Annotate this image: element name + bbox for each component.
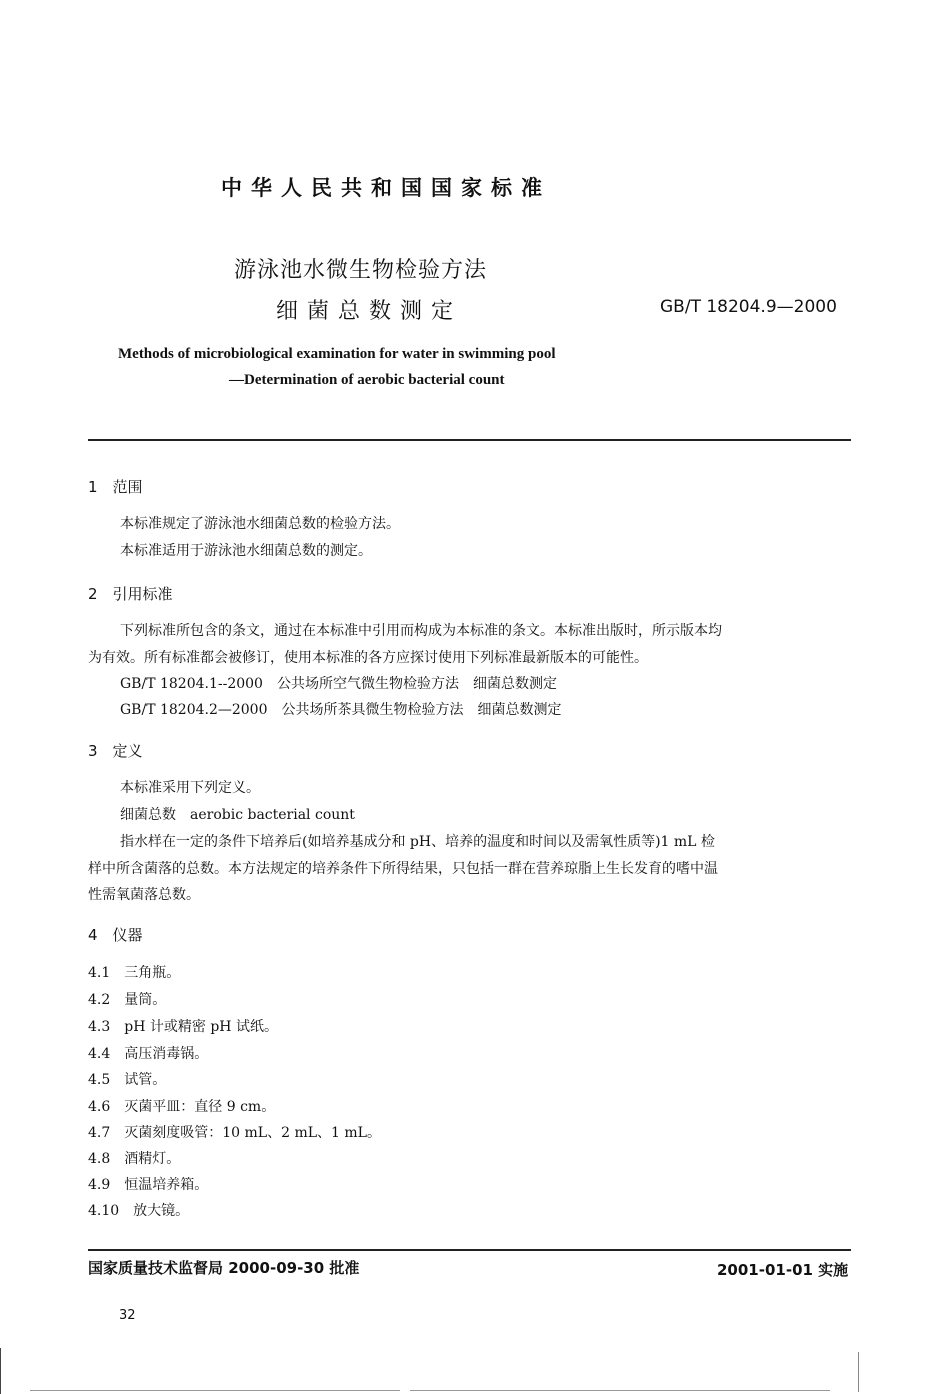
header-divider [88, 439, 851, 441]
page-number: 32 [119, 1308, 136, 1323]
section-1-paragraph-1: 本标准规定了游泳池水细菌总数的检验方法。 [120, 516, 400, 532]
title-cn-line1: 游泳池水微生物检验方法 [234, 258, 488, 283]
title-en-line2: —Determination of aerobic bacterial count [229, 372, 505, 388]
title-cn-line2: 细菌总数测定 [276, 299, 463, 324]
instrument-item: 4.2 量筒。 [88, 992, 167, 1008]
instrument-item: 4.9 恒温培养箱。 [88, 1177, 209, 1193]
instrument-item: 4.3 pH 计或精密 pH 试纸。 [88, 1019, 278, 1035]
definition-line3: 性需氧菌落总数。 [88, 887, 200, 903]
instrument-item: 4.4 高压消毒锅。 [88, 1046, 209, 1062]
footer-divider [88, 1249, 851, 1251]
implementation-date: 2001-01-01 实施 [717, 1261, 849, 1279]
scan-artifact [0, 1348, 1, 1394]
instrument-item: 4.6 灭菌平皿：直径 9 cm。 [88, 1099, 276, 1115]
approval-info: 国家质量技术监督局 2000-09-30 批准 [88, 1259, 360, 1277]
section-2-heading: 2 引用标准 [88, 585, 173, 603]
instrument-item: 4.8 酒精灯。 [88, 1151, 181, 1167]
section-1-paragraph-2: 本标准适用于游泳池水细菌总数的测定。 [120, 543, 372, 559]
section-3-heading: 3 定义 [88, 742, 143, 760]
definition-line2: 样中所含菌落的总数。本方法规定的培养条件下所得结果，只包括一群在营养琼脂上生长发育的嗜中温 [88, 861, 718, 877]
scan-artifact [410, 1390, 830, 1391]
instrument-item: 4.10 放大镜。 [88, 1203, 190, 1219]
instrument-item: 4.5 试管。 [88, 1072, 167, 1088]
reference-standard-1: GB/T 18204.1--2000 公共场所空气微生物检验方法 细菌总数测定 [120, 676, 557, 692]
section-1-heading: 1 范围 [88, 478, 143, 496]
definition-term: 细菌总数 aerobic bacterial count [120, 807, 355, 823]
section-4-heading: 4 仪器 [88, 926, 143, 944]
instrument-item: 4.1 三角瓶。 [88, 965, 181, 981]
section-3-paragraph-1: 本标准采用下列定义。 [120, 780, 260, 796]
definition-line1: 指水样在一定的条件下培养后(如培养基成分和 pH、培养的温度和时间以及需氧性质等)1 mL 检 [120, 834, 715, 850]
instrument-item: 4.7 灭菌刻度吸管：10 mL、2 mL、1 mL。 [88, 1125, 381, 1141]
scan-artifact [30, 1390, 400, 1391]
scan-artifact [858, 1352, 859, 1392]
national-standard-title: 中华人民共和国国家标准 [221, 176, 551, 200]
title-en-line1: Methods of microbiological examination for water in swimming pool [118, 346, 556, 362]
reference-standard-2: GB/T 18204.2—2000 公共场所茶具微生物检验方法 细菌总数测定 [120, 702, 562, 718]
section-2-paragraph-line1: 下列标准所包含的条文，通过在本标准中引用而构成为本标准的条文。本标准出版时，所示版本均 [120, 623, 722, 639]
section-2-paragraph-line2: 为有效。所有标准都会被修订，使用本标准的各方应探讨使用下列标准最新版本的可能性。 [88, 650, 648, 666]
standard-number: GB/T 18204.9—2000 [660, 297, 837, 317]
